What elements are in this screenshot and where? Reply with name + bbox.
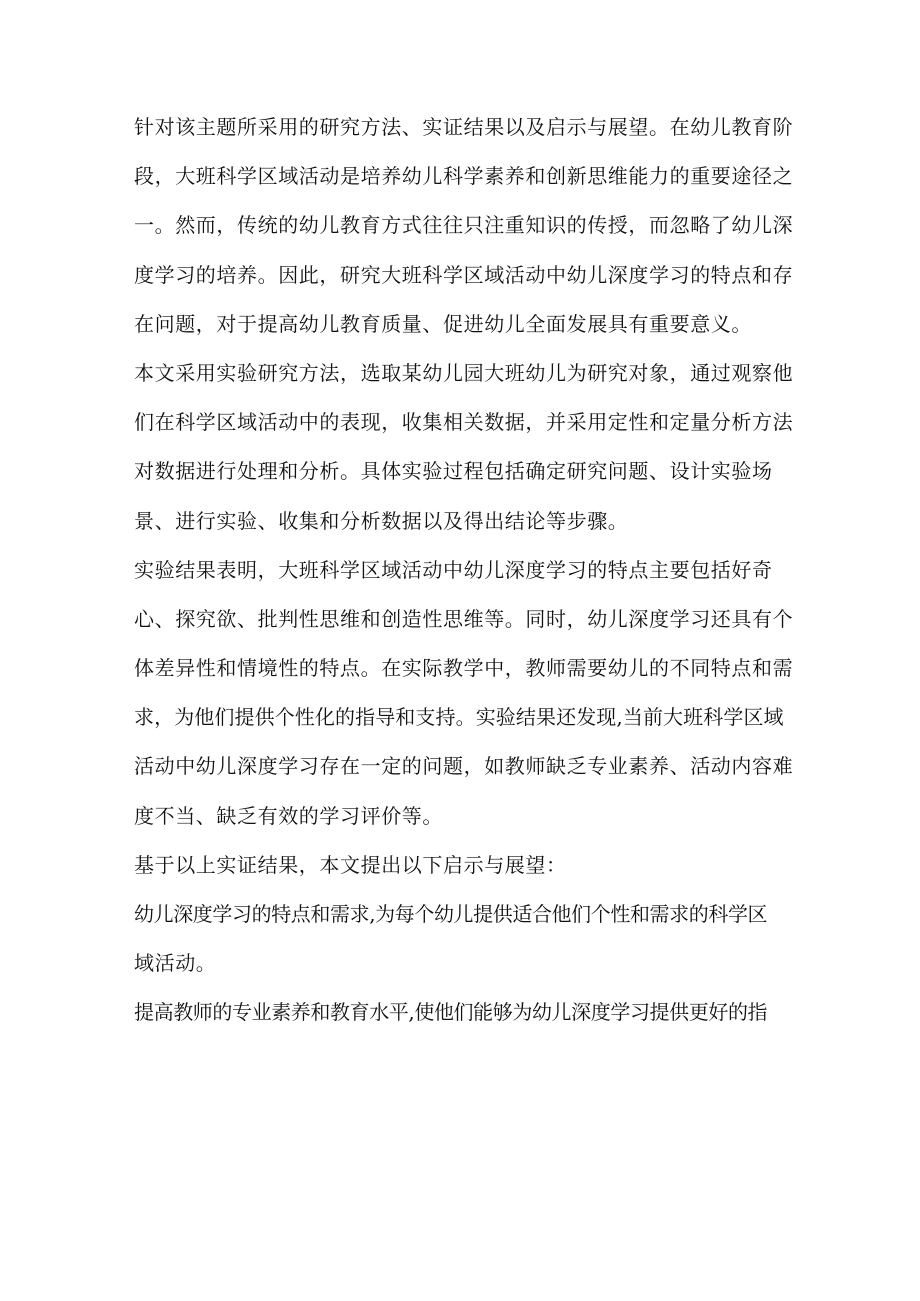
paragraph-method: [134, 349, 794, 546]
paragraph-implication-2: [134, 988, 794, 1037]
text-line: 在问题，对于提高幼儿教育质量、促进幼儿全面发展具有重要意义。: [134, 311, 752, 336]
text-line: 域活动。: [134, 951, 217, 976]
text-line: 度学习的培养。因此，研究大班科学区域活动中幼儿深度学习的特点和存: [134, 262, 794, 287]
text-line: 针对该主题所采用的研究方法、实证结果以及启示与展望。在幼儿教育阶: [134, 115, 794, 139]
text-line: 段，大班科学区域活动是培养幼儿科学素养和创新思维能力的重要途径之: [134, 164, 794, 189]
text-line: 一。然而，传统的幼儿教育方式往往只注重知识的传授，而忽略了幼儿深: [134, 213, 794, 238]
text-line: 本文采用实验研究方法，选取某幼儿园大班幼儿为研究对象，通过观察他: [134, 360, 794, 385]
text-line: 心、探究欲、批判性思维和创造性思维等。同时，幼儿深度学习还具有个: [134, 606, 794, 631]
text-line: 对数据进行处理和分析。具体实验过程包括确定研究问题、设计实验场: [134, 459, 773, 484]
text-line: 实验结果表明，大班科学区域活动中幼儿深度学习的特点主要包括好奇: [134, 557, 773, 582]
text-line: 求，为他们提供个性化的指导和支持。实验结果还发现,当前大班科学区域: [134, 705, 784, 730]
document-body: [134, 103, 794, 1038]
paragraph-intro: [134, 103, 794, 349]
text-line: 提高教师的专业素养和教育水平,使他们能够为幼儿深度学习提供更好的指: [134, 1000, 768, 1025]
paragraph-implications-intro: [134, 841, 794, 890]
paragraph-results: [134, 546, 794, 841]
text-line: 幼儿深度学习的特点和需求,为每个幼儿提供适合他们个性和需求的科学区: [134, 902, 768, 926]
text-line: 基于以上实证结果，本文提出以下启示与展望：: [134, 852, 567, 877]
text-line: 体差异性和情境性的特点。在实际教学中，教师需要幼儿的不同特点和需: [134, 656, 794, 681]
text-line: 们在科学区域活动中的表现，收集相关数据，并采用定性和定量分析方法: [134, 410, 794, 435]
text-line: 度不当、缺乏有效的学习评价等。: [134, 803, 443, 828]
text-line: 活动中幼儿深度学习存在一定的问题，如教师缺乏专业素养、活动内容难: [134, 754, 794, 779]
text-line: 景、进行实验、收集和分析数据以及得出结论等步骤。: [134, 508, 629, 533]
paragraph-implication-1: [134, 890, 794, 988]
